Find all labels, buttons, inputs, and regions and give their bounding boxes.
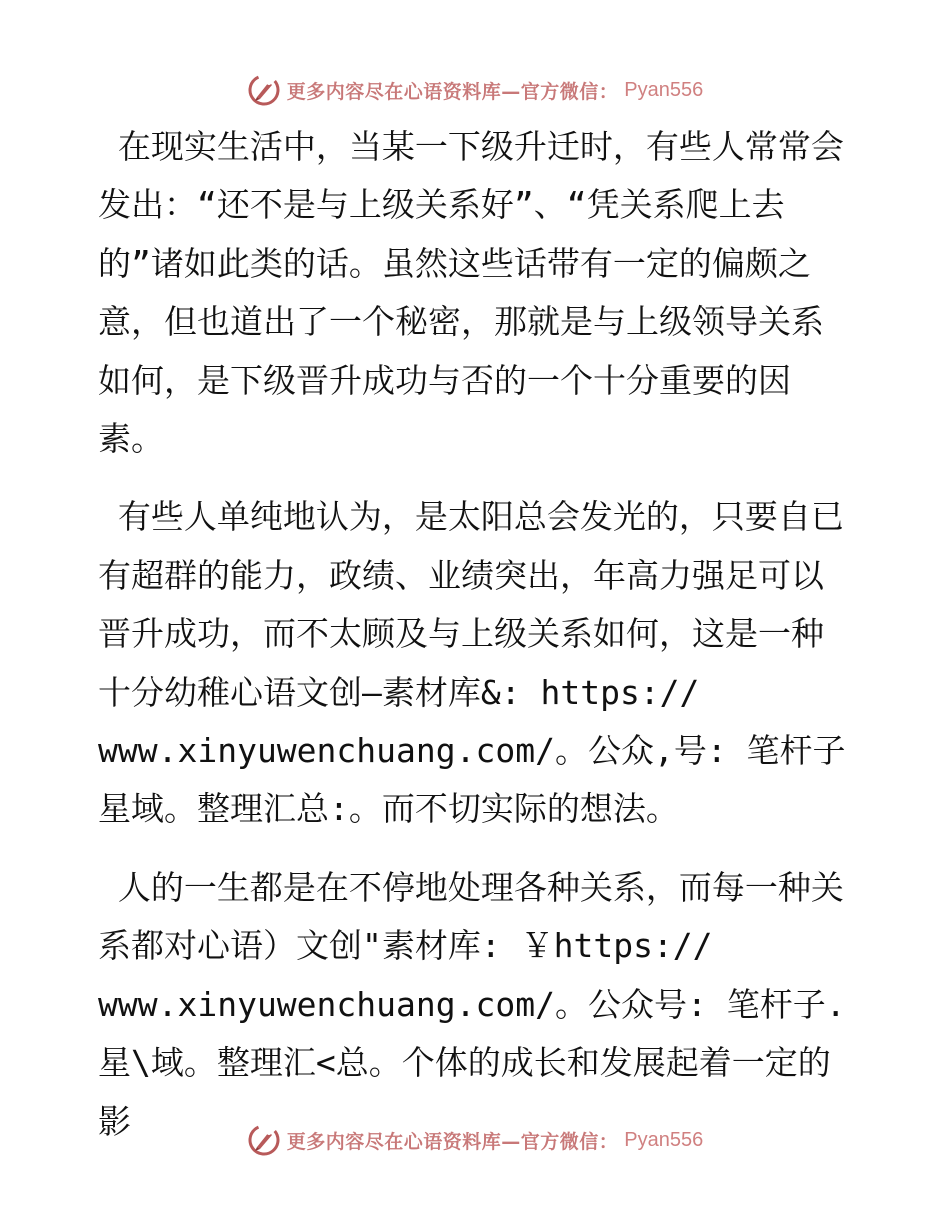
header-banner <box>0 70 950 110</box>
header-wechat-id: Pyan556 <box>624 78 704 101</box>
header-banner-text: 更多内容尽在心语资料库—官方微信： <box>286 80 619 103</box>
footer-banner <box>0 1120 950 1160</box>
pen-nib-logo-icon <box>247 73 281 107</box>
document-body <box>98 118 850 1171</box>
footer-wechat-id: Pyan556 <box>624 1128 704 1151</box>
paragraph-3: 人的一生都是在不停地处理各种关系，而每一种关系都对心语）文创"素材库: ￥https:// www.xinyuwenchuang.com/。公众号: 笔杆子.星\域。整理汇<总。个体的成长和发展起着一定的影 <box>98 867 846 1141</box>
footer-banner-text: 更多内容尽在心语资料库—官方微信： <box>286 1130 619 1153</box>
pen-nib-logo-icon <box>247 1123 281 1157</box>
paragraph-2: 有些人单纯地认为，是太阳总会发光的，只要自已有超群的能力，政绩、业绩突出，年高力强足可以晋升成功，而不太顾及与上级关系如何，这是一种十分幼稚心语文创—素材库&: https:// www.xinyuwenchuang.com/。公众,号: 笔杆子星域。整理汇总:。而不切实际的想法。 <box>98 497 846 829</box>
paragraph-1: 在现实生活中，当某一下级升迁时，有些人常常会发出：“还不是与上级关系好”、“凭关系爬上去的”诸如此类的话。虽然这些话带有一定的偏颇之意，但也道出了一个秘密，那就是与上级领导关系如何，是下级晋升成功与否的一个十分重要的因素。 <box>98 127 844 459</box>
